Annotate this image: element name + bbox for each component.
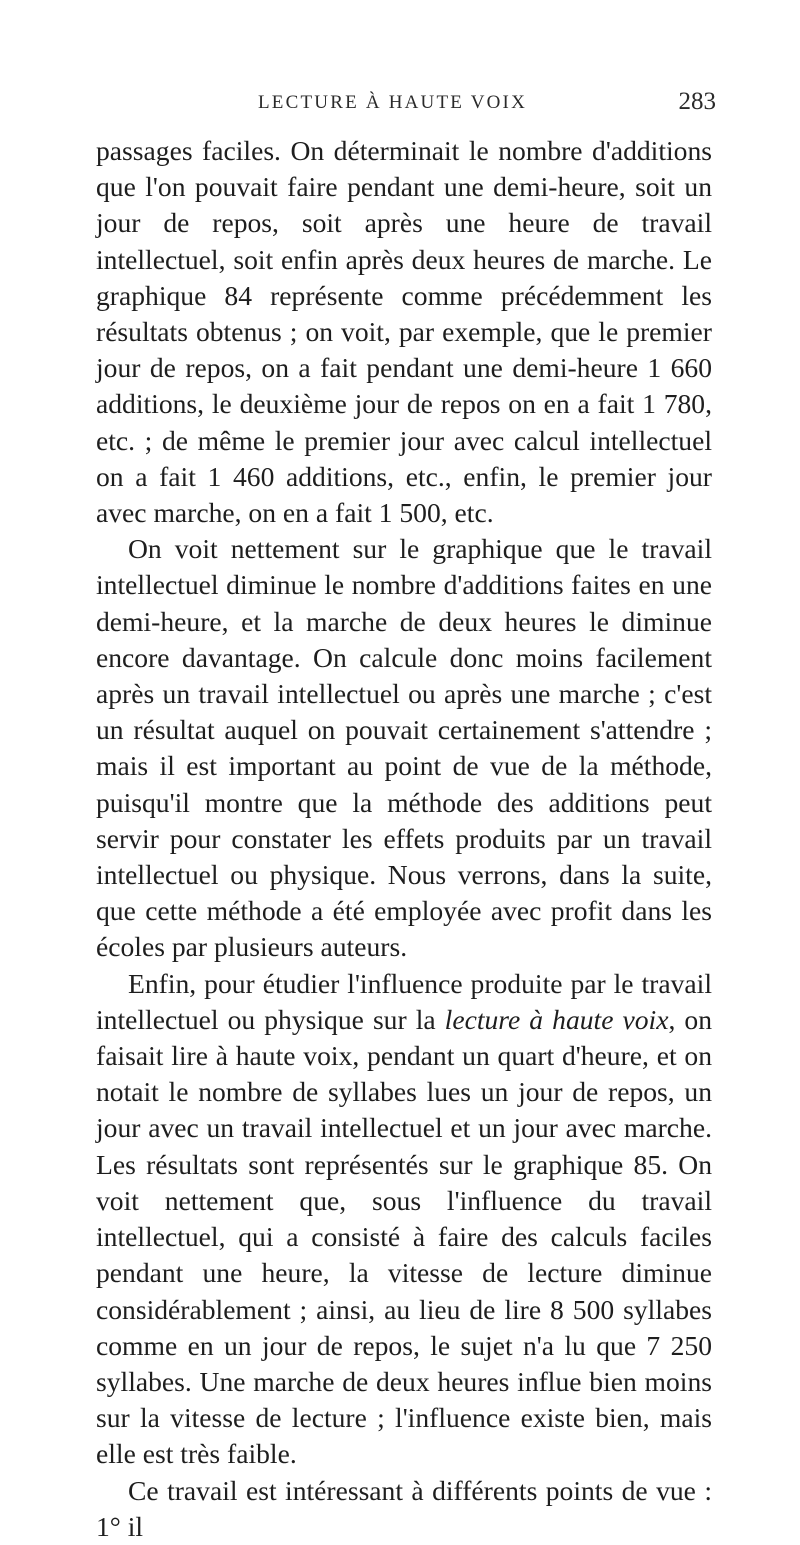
paragraph-3-end: , on faisait lire à haute voix, pendant un quart d'heure, et on notait le nombre de syllabes lues un jour de repos, un jour avec un travail intellectuel et un jour avec marche. Les résultats sont représentés sur le graphique 85. On voit nettement que, sous l'influence du travail intellectuel, qui a consisté à faire des calculs faciles pendant une heure, la vitesse de lecture diminue considérablement ; ainsi, au lieu de lire 8 500 syllabes comme en un jour de repos, le sujet n'a lu que 7 250 syllabes. Une marche de deux heures influe bien moins sur la vitesse de lecture ; l'influence existe bien, mais elle est très faible. [96,1003,712,1470]
page-number: 283 [678,88,716,115]
paragraph-2: On voit nettement sur le graphique que le travail intellectuel diminue le nombre d'additions faites en une demi-heure, et la marche de deux heures le diminue encore davantage. On calcule donc moins facilement après un travail intellectuel ou après une marche ; c'est un résultat auquel on pouvait certainement s'attendre ; mais il est important au point de vue de la méthode, puisqu'il montre que la méthode des additions peut servir pour constater les effets produits par un travail intellectuel ou physique. Nous verrons, dans la suite, que cette méthode a été employée avec profit dans les écoles par plusieurs auteurs. [96,533,712,963]
body-text [96,133,712,1545]
paragraph-1: passages faciles. On déterminait le nombre d'additions que l'on pouvait faire pendant une demi-heure, soit un jour de repos, soit après une heure de travail intellectuel, soit enfin après deux heures de marche. Le graphique 84 représente comme précédemment les résultats obtenus ; on voit, par exemple, que le premier jour de repos, on a fait pendant une demi-heure 1 660 additions, le deuxième jour de repos on en a fait 1 780, etc. ; de même le premier jour avec calcul intellectuel on a fait 1 460 additions, etc., enfin, le premier jour avec marche, on en a fait 1 500, etc. [96,135,712,529]
running-head: LECTURE À HAUTE VOIX [258,92,527,113]
italic-phrase: lecture à haute voix [444,1003,669,1035]
paragraph-3-start: Enfin, pour étudier l'influence produite par le travail intellectuel ou physique sur la [96,967,712,1035]
paragraph-4: Ce travail est intéressant à différents points de vue : 1° il [96,1474,712,1542]
paragraph-3 [96,966,712,1473]
